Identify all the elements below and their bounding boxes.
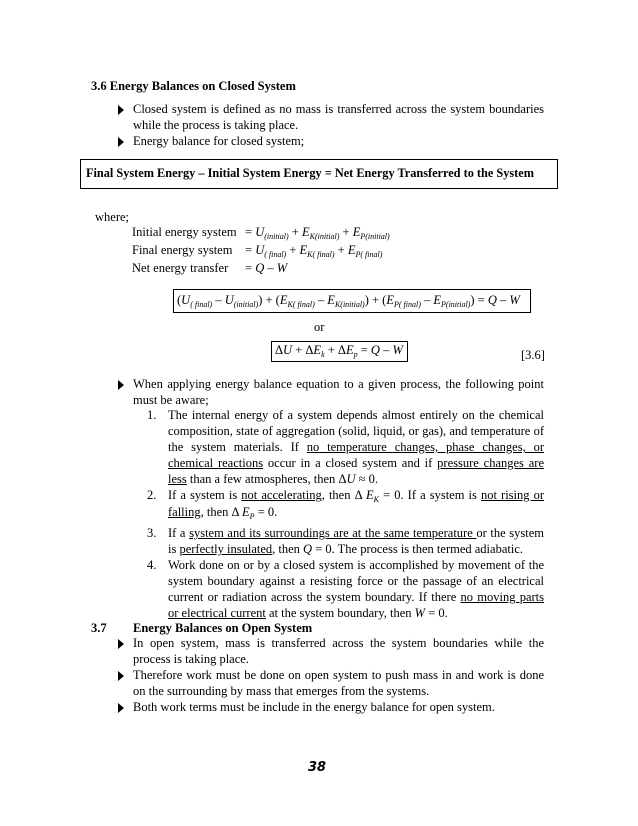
list-text: system boundary against a resisting force or the passage of an electrical [168, 574, 544, 588]
list-text: falling, then Δ $E_P = 0$. [168, 505, 278, 521]
list-number: 3. [147, 526, 157, 540]
list-number: 2. [147, 488, 157, 502]
list-text: The internal energy of a system depends almost entirely on the chemical [168, 408, 544, 422]
where-label: where; [95, 210, 130, 224]
bullet-text: while the process is taking place. [133, 118, 299, 132]
list-text: Work done on or by a closed system is accomplished by movement of the [168, 558, 544, 572]
list-number: 1. [147, 408, 157, 422]
bullet-text: Both work terms must be include in the energy balance for open system. [133, 700, 495, 714]
bullet-text: on the surrounding by mass that emerges from the systems. [133, 684, 430, 698]
section-heading-3-6: 3.6 Energy Balances on Closed System [91, 79, 296, 93]
bullet-text: In open system, mass is transferred across the system boundaries while the [133, 636, 544, 650]
list-text: less than a few atmospheres, then ΔU ≈ 0. [168, 472, 379, 486]
bullet-text: Energy balance for closed system; [133, 134, 305, 148]
energy-balance-equation: $(U_{( final)} - U_{(initial)}) + (E_{K( final)} - E_{K(initial)}) + (E_{P( final)} - E_{P(initial)}) = Q - W$ [177, 293, 520, 309]
bullet-text: Closed system is defined as no mass is transferred across the system boundaries [133, 102, 544, 116]
bullet-arrow-icon [118, 703, 124, 713]
list-text: current or radiation across the system boundary. If there no moving parts [168, 590, 545, 604]
bullet-text: must be aware; [133, 393, 209, 407]
section-heading-3-7: Energy Balances on Open System [133, 621, 313, 635]
list-number: 4. [147, 558, 157, 572]
bullet-arrow-icon [118, 105, 124, 115]
bullet-arrow-icon [118, 639, 124, 649]
def-label: Initial energy system [132, 225, 237, 239]
def-label: Final energy system [132, 243, 233, 257]
equation-number: [3.6] [521, 348, 545, 362]
statement-text: Final System Energy – Initial System Energy = Net Energy Transferred to the System [86, 166, 534, 180]
page-number: 38 [308, 760, 327, 775]
bullet-text: When applying energy balance equation to a given process, the following point [133, 377, 544, 391]
def-formula: = $U_{( final)} + E_{K( final)} + E_{P( final)}$ [245, 243, 383, 259]
bullet-arrow-icon [118, 380, 124, 390]
def-label: Net energy transfer [132, 261, 229, 275]
def-formula: = Q – W [245, 261, 288, 275]
or-label: or [314, 320, 325, 334]
list-text: If a system and its surroundings are at the same temperature or the system [168, 526, 544, 540]
list-text: is perfectly insulated, then Q = 0. The process is then termed adiabatic. [168, 542, 523, 556]
list-text: the system materials. If no temperature changes, phase changes, or [168, 440, 545, 454]
bullet-text: process is taking place. [133, 652, 249, 666]
def-formula: = $U_{(initial)} + E_{K(initial)} + E_{P(initial)}$ [245, 225, 390, 241]
list-text: composition, state of aggregation (solid, liquid, or gas), and temperature of [168, 424, 544, 438]
bullet-arrow-icon [118, 671, 124, 681]
list-text: chemical reactions occur in a closed system and if pressure changes are [168, 456, 545, 470]
list-text: or electrical current at the system boundary, then W = 0. [168, 606, 448, 620]
section-number-3-7: 3.7 [91, 621, 107, 635]
list-text: If a system is not accelerating, then Δ $E_K = 0$. If a system is not rising or [168, 488, 545, 504]
bullet-text: Therefore work must be done on open system to push mass in and work is done [133, 668, 544, 682]
delta-equation: $\Delta U + \Delta E_k + \Delta E_p = Q - W$ [275, 343, 403, 359]
bullet-arrow-icon [118, 137, 124, 147]
